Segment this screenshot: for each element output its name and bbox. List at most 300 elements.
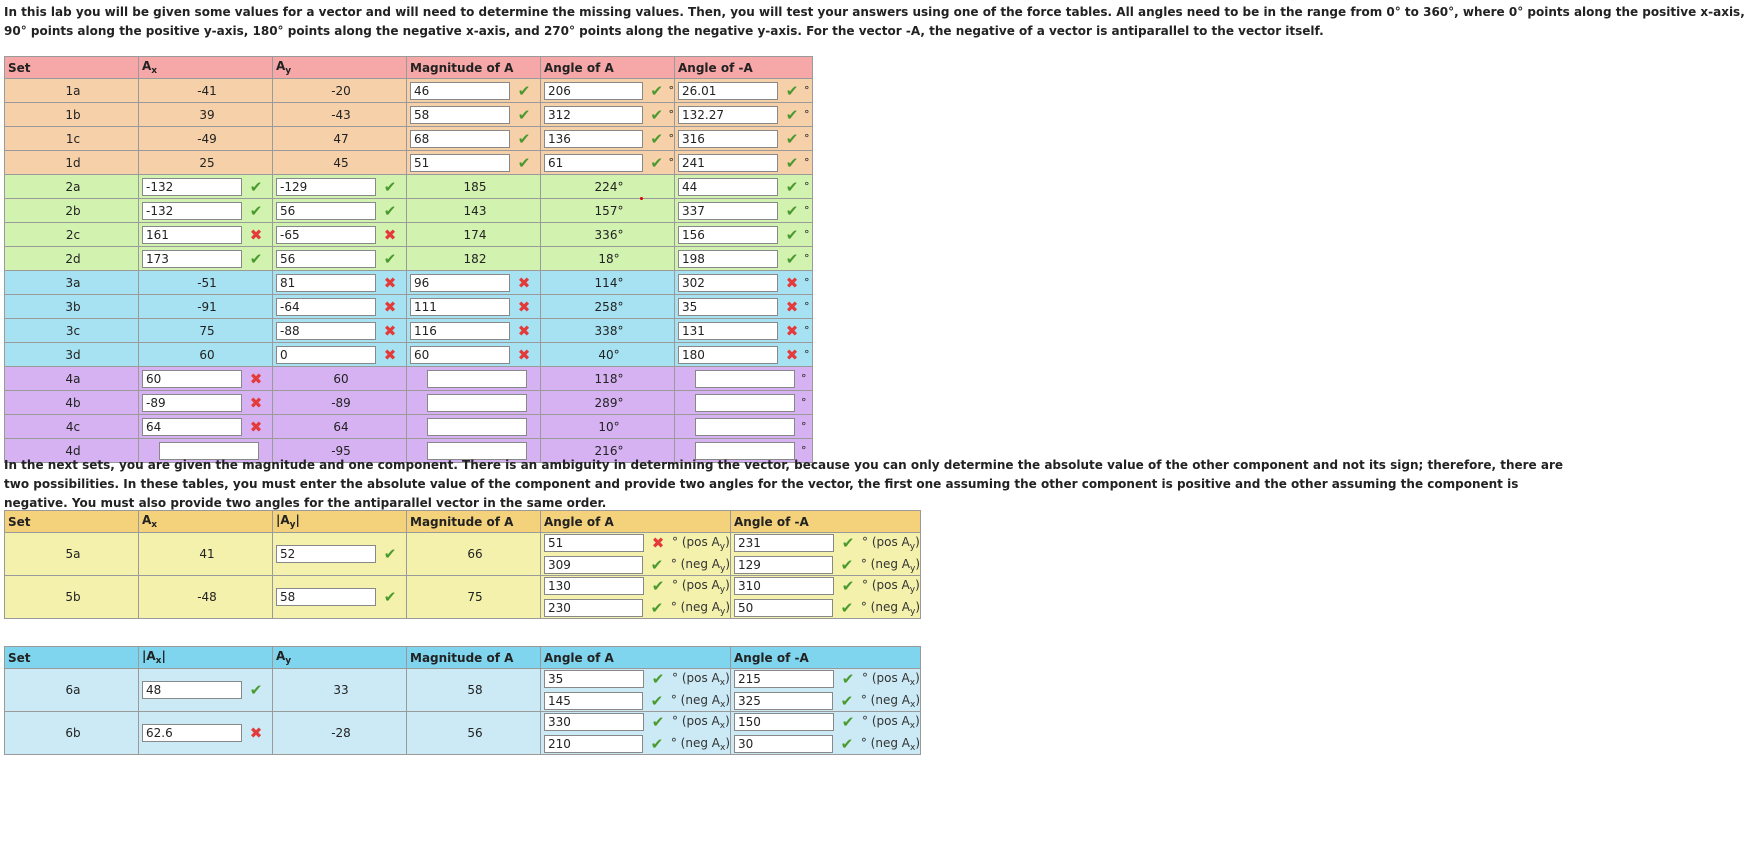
magnitude-cell [407,343,541,367]
col-abs-ay-sub: y [289,520,296,530]
set-label: 1a [5,79,139,103]
angle-value: 258° [541,295,675,319]
label-text: (pos A [871,670,910,685]
ay-input[interactable]: -65 [276,226,376,244]
ax-cell [139,223,273,247]
table-row [5,247,813,271]
angle-input[interactable]: 330 [544,713,644,731]
angle-line [544,691,730,711]
ay-wrap [276,298,406,316]
check-icon: ✔ [650,692,664,710]
set-label: 1b [5,103,139,127]
cross-icon: ✖ [651,534,665,552]
intro-paragraph-1: In this lab you will be given some values for a vector and will need to determine the missing values. Then, you will test your answers using one of the force tables. All angles need to be in the range from 0° to 360°, where 0° points along the positive x-axis, 90° points along the positive y-axis, 180° points along the negative x-axis, and 270° points along the negative y-axis. For the vector -A, the negative of a vector is antiparallel to the vector itself. [4,5,1745,38]
pos-label: ° (pos $A_x$) [672,670,730,688]
set-label: 3a [5,271,139,295]
col-abs-ax-sub: x [155,656,162,666]
angle-neg-wrap [678,370,812,388]
magnitude-cell [407,295,541,319]
ax-value: -48 [139,576,273,619]
magnitude-wrap [410,274,540,292]
col-angle-neg: Angle of -A [731,647,921,669]
magnitude-wrap [410,346,540,364]
abs-ay-input[interactable]: 52 [276,545,376,563]
angle-input[interactable]: 310 [734,577,834,595]
ax-cell [139,415,273,439]
abs-ax-input[interactable]: 48 [142,681,242,699]
col-ax [139,511,273,533]
magnitude-input[interactable]: 51 [410,154,510,172]
check-icon: ✔ [650,599,664,617]
ay-input[interactable]: -129 [276,178,376,196]
set-label: 3d [5,343,139,367]
cross-icon: ✖ [249,225,263,244]
check-icon: ✔ [517,153,531,172]
ay-input[interactable]: 56 [276,202,376,220]
angle-pair-cell [731,576,921,619]
check-icon: ✔ [383,588,397,606]
angle-line [734,691,920,711]
angle-wrap [544,82,674,100]
set-label: 2c [5,223,139,247]
magnitude-cell [407,415,541,439]
check-icon: ✔ [249,249,263,268]
angle-value: 338° [541,319,675,343]
angle-neg-wrap [678,394,812,412]
angle-input[interactable]: 312 [544,106,643,124]
ax-input[interactable]: -89 [142,394,242,412]
label-text: (pos A [871,534,910,549]
table-row [5,367,813,391]
angle-neg-wrap [678,322,812,340]
abs-ax-wrap [142,681,272,699]
table-row [5,343,813,367]
check-icon: ✔ [650,81,663,100]
label-text: (neg A [680,735,720,750]
abs-ax-input[interactable]: 62.6 [142,724,242,742]
check-icon: ✔ [383,201,397,220]
magnitude-cell [407,127,541,151]
check-icon: ✔ [841,713,855,731]
label-sub: x [719,720,726,731]
neg-label: ° (neg $A_y$) [860,599,920,617]
angle-input[interactable]: 50 [734,599,833,617]
vector-table-2 [4,510,921,619]
degree-symbol: ° [668,156,674,169]
col-set: Set [5,511,139,533]
ax-input[interactable]: -132 [142,178,242,196]
red-dot-mark [640,197,643,200]
ax-value: 60 [139,343,273,367]
degree-symbol: ° [670,735,677,750]
angle-neg-input[interactable] [695,370,795,388]
ax-wrap [142,226,272,244]
ay-value: 45 [273,151,407,175]
angle-input[interactable]: 51 [544,534,644,552]
ax-wrap [142,178,272,196]
cross-icon: ✖ [383,273,397,292]
angle-value: 40° [541,343,675,367]
angle-neg-input[interactable]: 131 [678,322,778,340]
col-ax-a: A [142,513,152,527]
ax-value: -41 [139,79,273,103]
check-icon: ✔ [249,201,263,220]
col-abs-ax-a: |A [142,649,156,663]
cross-icon: ✖ [785,297,799,316]
label-sub: y [909,584,916,595]
ay-input[interactable]: -88 [276,322,376,340]
degree-symbol: ° [860,735,867,750]
abs-ay-wrap [276,588,406,606]
label-text: (pos A [681,577,720,592]
label-text: (neg A [680,599,720,614]
magnitude-input[interactable]: 116 [410,322,510,340]
magnitude-input[interactable] [427,394,527,412]
degree-symbol: ° [670,692,677,707]
magnitude-value: 56 [407,712,541,755]
ax-input[interactable]: 64 [142,418,242,436]
table-row [5,199,813,223]
angle-neg-input[interactable]: 337 [678,202,778,220]
table-row [5,103,813,127]
magnitude-wrap [410,106,540,124]
col-ay [273,57,407,79]
table-header-row [5,57,813,79]
angle-neg-cell [675,415,813,439]
angle-line [544,533,730,553]
set-label: 3c [5,319,139,343]
angle-input[interactable]: 30 [734,735,833,753]
col-set: Set [5,57,139,79]
check-icon: ✔ [785,105,799,124]
table-row [5,712,921,755]
angle-neg-input[interactable]: 241 [678,154,778,172]
label-sub: y [909,563,916,574]
ay-wrap [276,250,406,268]
label-sub: x [909,720,916,731]
angle-line [734,533,920,553]
ay-value: 33 [273,669,407,712]
angle-pair-cell [731,669,921,712]
ay-wrap [276,274,406,292]
magnitude-value: 185 [407,175,541,199]
angle-neg-input[interactable]: 44 [678,178,778,196]
degree-symbol: ° [862,713,868,728]
angle-input[interactable]: 150 [734,713,834,731]
neg-label: ° (neg $A_x$) [860,735,920,753]
angle-input[interactable]: 206 [544,82,643,100]
ax-value: 39 [139,103,273,127]
degree-symbol: ° [670,556,677,571]
ax-wrap [142,202,272,220]
angle-neg-cell [675,247,813,271]
table-row [5,271,813,295]
angle-line [734,555,920,575]
angle-pair-cell [541,669,731,712]
col-abs-ay: $|A_y|$ [273,511,407,533]
check-icon: ✔ [840,735,854,753]
pos-label: ° (pos $A_y$) [672,577,730,595]
angle-cell [541,127,675,151]
degree-symbol: ° [804,276,810,289]
set-label: 4b [5,391,139,415]
check-icon: ✔ [840,692,854,710]
ay-cell [273,343,407,367]
ax-wrap [142,394,272,412]
magnitude-cell [407,79,541,103]
label-text: (pos A [681,713,720,728]
magnitude-cell [407,391,541,415]
label-text: (neg A [680,556,720,571]
angle-pair-cell [731,712,921,755]
table-row [5,175,813,199]
cross-icon: ✖ [383,297,397,316]
degree-symbol: ° [672,534,678,549]
vector-table-1 [4,56,813,463]
magnitude-wrap [410,370,540,388]
ax-value: 75 [139,319,273,343]
set-label: 2d [5,247,139,271]
degree-symbol: ° [804,204,810,217]
angle-input[interactable]: 231 [734,534,834,552]
ax-value: -49 [139,127,273,151]
angle-neg-input[interactable]: 316 [678,130,778,148]
degree-symbol: ° [804,300,810,313]
col-abs-ax: $|A_x|$ [139,647,273,669]
degree-symbol: ° [860,556,867,571]
degree-symbol: ° [860,599,867,614]
degree-symbol: ° [862,577,868,592]
degree-symbol: ° [672,670,678,685]
check-icon: ✔ [383,177,397,196]
angle-cell [541,103,675,127]
ax-input[interactable]: 60 [142,370,242,388]
angle-input[interactable]: 35 [544,670,644,688]
magnitude-input[interactable]: 46 [410,82,510,100]
ax-cell [139,247,273,271]
angle-input[interactable]: 129 [734,556,833,574]
cross-icon: ✖ [785,345,799,364]
magnitude-wrap [410,82,540,100]
check-icon: ✔ [650,735,664,753]
label-text: (neg A [870,599,910,614]
ay-input[interactable]: -64 [276,298,376,316]
neg-label: ° (neg $A_y$) [670,599,730,617]
magnitude-input[interactable]: 68 [410,130,510,148]
degree-symbol: ° [804,156,810,169]
ax-input[interactable]: -132 [142,202,242,220]
table-row [5,669,921,712]
check-icon: ✔ [383,545,397,563]
angle-neg-cell [675,151,813,175]
set-label: 2a [5,175,139,199]
magnitude-value: 182 [407,247,541,271]
col-magnitude: Magnitude of A [407,511,541,533]
magnitude-input[interactable] [427,370,527,388]
magnitude-cell [407,151,541,175]
angle-neg-input[interactable]: 156 [678,226,778,244]
angle-neg-wrap [678,346,812,364]
angle-pair [544,533,730,575]
angle-input[interactable]: 61 [544,154,643,172]
angle-neg-cell [675,127,813,151]
angle-neg-wrap [678,226,812,244]
magnitude-wrap [410,418,540,436]
angle-value: 224° [541,175,675,199]
pos-label: ° (pos $A_y$) [862,577,920,595]
check-icon: ✔ [517,129,531,148]
check-icon: ✔ [383,249,397,268]
angle-neg-wrap [678,202,812,220]
ay-value: -89 [273,391,407,415]
magnitude-wrap [410,394,540,412]
angle-cell [541,151,675,175]
intro-paragraph-2: In the next sets, you are given the magnitude and one component. There is an ambiguity in determining the vector, because you can only determine the absolute value of the other component and not its sign; therefore, there are two possibilities. In these tables, you must enter the absolute value of the component and provide two angles for the vector, the first one assuming the other component is positive and the other assuming the component is negative. You must also provide two angles for the antiparallel vector in the same order. [4,458,1564,510]
angle-neg-wrap [678,418,812,436]
ay-input[interactable]: 81 [276,274,376,292]
angle-neg-input[interactable]: 132.27 [678,106,778,124]
check-icon: ✔ [650,129,663,148]
set-label: 5b [5,576,139,619]
ax-input[interactable]: 173 [142,250,242,268]
ax-input[interactable]: 161 [142,226,242,244]
check-icon: ✔ [840,599,854,617]
angle-neg-cell [675,223,813,247]
pos-label: ° (pos $A_x$) [862,713,920,731]
degree-symbol: ° [862,670,868,685]
angle-wrap [544,106,674,124]
angle-pair [544,712,730,754]
angle-line [734,734,920,754]
col-angle-neg: Angle of -A [675,57,813,79]
magnitude-wrap [410,322,540,340]
label-sub: x [909,742,916,753]
table-row [5,319,813,343]
label-text: (neg A [870,556,910,571]
col-angle: Angle of A [541,57,675,79]
magnitude-input[interactable]: 111 [410,298,510,316]
ax-cell [139,367,273,391]
angle-neg-cell [675,319,813,343]
label-sub: y [719,563,726,574]
angle-line [544,734,730,754]
angle-neg-input[interactable]: 180 [678,346,778,364]
angle-input[interactable]: 210 [544,735,643,753]
ay-value: -95 [273,439,407,463]
check-icon: ✔ [785,201,799,220]
angle-neg-cell [675,79,813,103]
angle-neg-wrap [678,154,812,172]
col-ay-a: A [276,59,286,73]
angle-neg-input[interactable]: 302 [678,274,778,292]
check-icon: ✔ [841,534,855,552]
angle-neg-input[interactable]: 26.01 [678,82,778,100]
ay-cell [273,295,407,319]
table-row [5,223,813,247]
angle-neg-cell [675,271,813,295]
angle-value: 10° [541,415,675,439]
angle-line [544,598,730,618]
degree-symbol: ° [804,228,810,241]
degree-symbol: ° [860,692,867,707]
magnitude-input[interactable] [427,418,527,436]
degree-symbol: ° [668,108,674,121]
col-abs-ay-a: |A [276,513,290,527]
label-text: (neg A [870,692,910,707]
ay-value: -20 [273,79,407,103]
ay-input[interactable]: 0 [276,346,376,364]
set-label: 4a [5,367,139,391]
magnitude-input[interactable]: 58 [410,106,510,124]
check-icon: ✔ [651,577,665,595]
angle-neg-input[interactable] [695,418,795,436]
angle-wrap [544,154,674,172]
cross-icon: ✖ [517,273,531,292]
angle-value: 216° [541,439,675,463]
cross-icon: ✖ [249,417,263,436]
ay-input[interactable]: 56 [276,250,376,268]
cross-icon: ✖ [785,273,799,292]
cross-icon: ✖ [249,724,263,742]
label-text: (neg A [870,735,910,750]
angle-input[interactable]: 130 [544,577,644,595]
check-icon: ✔ [785,129,799,148]
col-angle: Angle of A [541,647,731,669]
col-ax-sub: x [151,66,158,76]
label-text: (pos A [871,577,910,592]
label-sub: y [909,541,916,552]
ay-cell [273,271,407,295]
abs-ay-input[interactable]: 58 [276,588,376,606]
label-sub: x [719,742,726,753]
label-sub: x [719,677,726,688]
angle-pair [734,669,920,711]
angle-neg-input[interactable]: 35 [678,298,778,316]
ax-value: -51 [139,271,273,295]
angle-neg-input[interactable]: 198 [678,250,778,268]
check-icon: ✔ [841,577,855,595]
angle-input[interactable]: 230 [544,599,643,617]
abs-ax-cell [139,669,273,712]
angle-value: 336° [541,223,675,247]
magnitude-input[interactable]: 96 [410,274,510,292]
neg-label: ° (neg $A_x$) [860,692,920,710]
angle-input[interactable]: 145 [544,692,643,710]
col-ay-sub: y [285,656,292,666]
angle-input[interactable]: 309 [544,556,643,574]
degree-symbol: ° [670,599,677,614]
angle-input[interactable]: 136 [544,130,643,148]
magnitude-wrap [410,154,540,172]
pos-label: ° (pos $A_x$) [862,670,920,688]
angle-input[interactable]: 215 [734,670,834,688]
magnitude-value: 75 [407,576,541,619]
angle-neg-wrap [678,298,812,316]
angle-line [734,669,920,689]
col-ay-sub: y [285,66,292,76]
angle-input[interactable]: 325 [734,692,833,710]
check-icon: ✔ [785,153,799,172]
ay-value: 60 [273,367,407,391]
neg-label: ° (neg $A_y$) [860,556,920,574]
angle-neg-cell [675,175,813,199]
angle-line [734,712,920,732]
ay-wrap [276,322,406,340]
angle-neg-input[interactable] [695,394,795,412]
degree-symbol: ° [801,444,807,457]
degree-symbol: ° [801,396,807,409]
magnitude-input[interactable]: 60 [410,346,510,364]
